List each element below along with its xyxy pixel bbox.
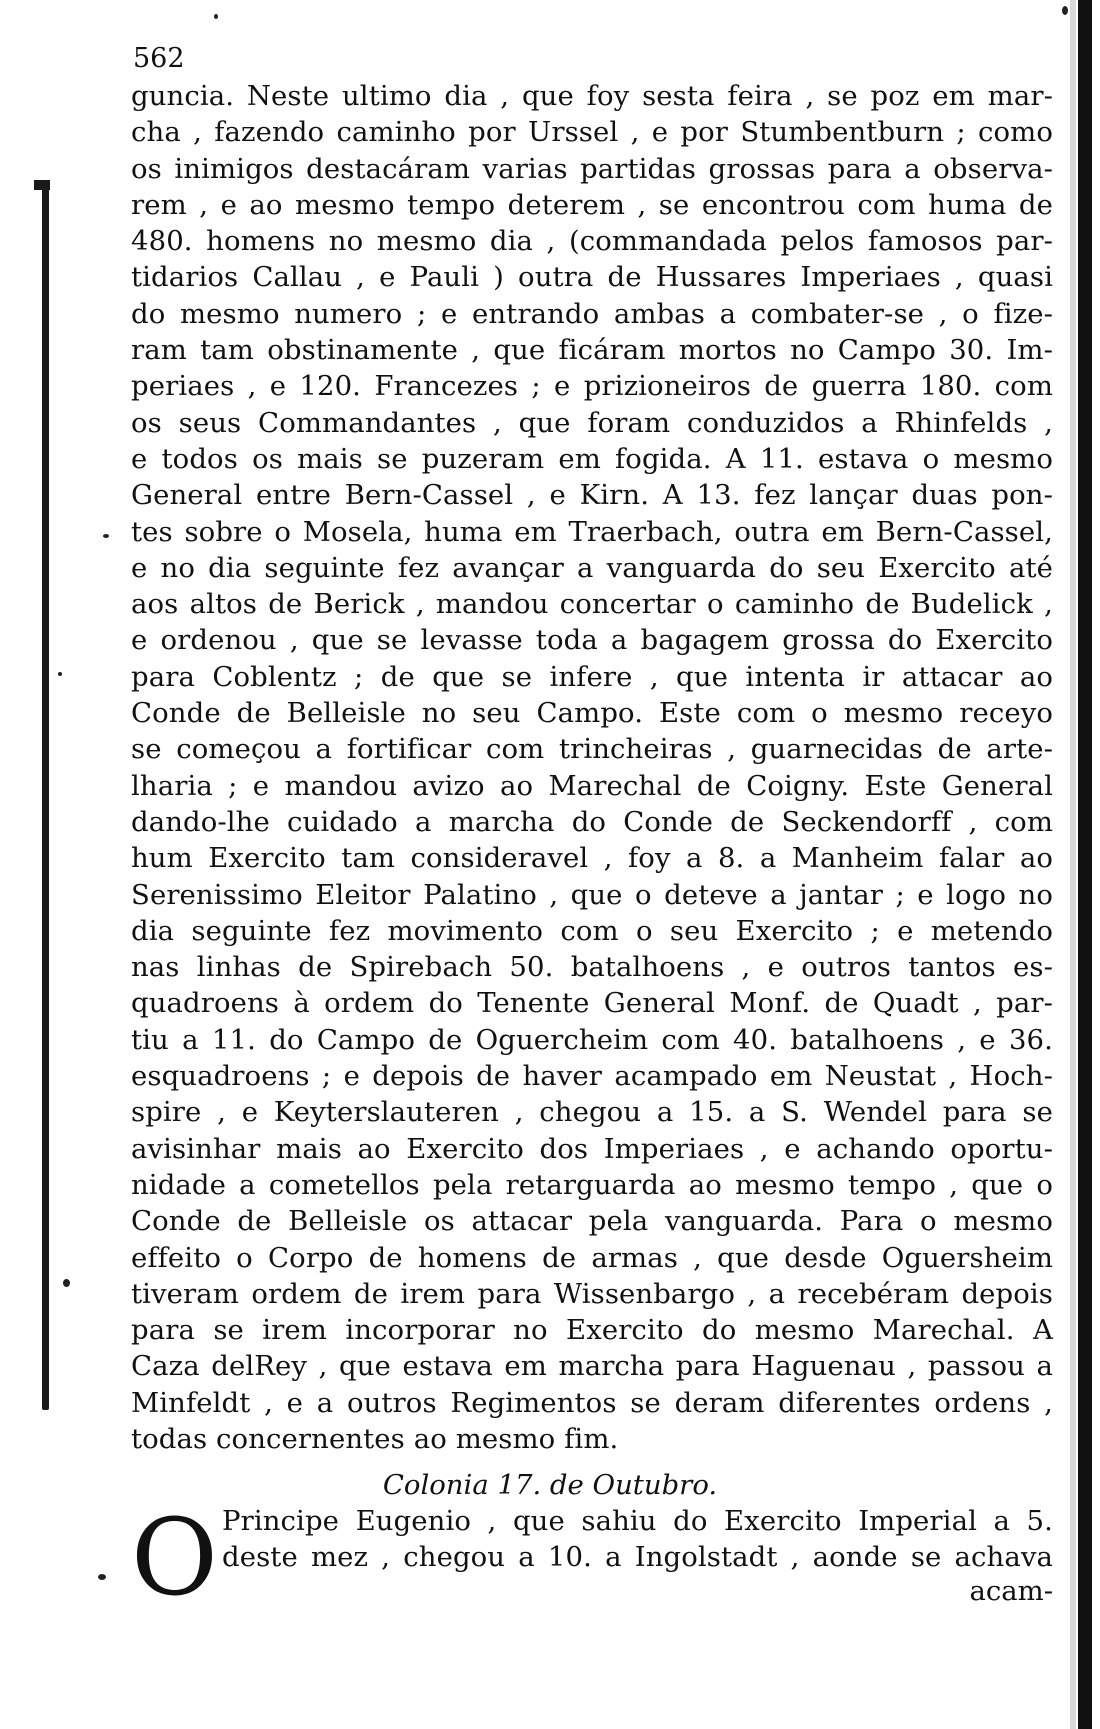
text-line: tidarios Callau , e Pauli ) outra de Hussares Imperiaes , quasi	[131, 261, 1053, 294]
text-line: ram tam obstinamente , que ficáram mortos no Campo 30. Im-	[131, 334, 1053, 367]
text-line: Conde de Belleisle no seu Campo. Este com o mesmo receyo	[131, 697, 1053, 730]
text-line: aos altos de Berick , mandou concertar o caminho de Budelick ,	[131, 588, 1053, 621]
text-line: 480. homens no mesmo dia , (commandada pelos famosos par-	[131, 225, 1053, 258]
text-line: lharia ; e mandou avizo ao Marechal de Coigny. Este General	[131, 769, 1053, 802]
section-heading: Colonia 17. de Outubro.	[382, 1469, 718, 1501]
text-line: Principe Eugenio , que sahiu do Exercito Imperial a 5.	[222, 1505, 1053, 1537]
text-line: Serenissimo Eleitor Palatino , que o deteve a jantar ; e logo no	[131, 878, 1053, 911]
text-line: todas concernentes ao mesmo fim.	[131, 1422, 619, 1455]
scan-speck	[214, 14, 218, 19]
text-line: e ordenou , que se levasse toda a bagagem grossa do Exercito	[131, 624, 1053, 657]
text-line: e no dia seguinte fez avançar a vanguarda do seu Exercito até	[131, 551, 1053, 584]
page-number: 562	[133, 43, 185, 74]
text-line: quadroens à ordem do Tenente General Monf. de Quadt , par-	[131, 987, 1053, 1020]
text-line: periaes , e 120. Francezes ; e prizioneiros de guerra 180. com	[131, 370, 1053, 403]
text-line: dando-lhe cuidado a marcha do Conde de Seckendorff , com	[131, 805, 1053, 838]
text-line: os seus Commandantes , que foram conduzidos a Rhinfelds ,	[131, 406, 1053, 439]
text-line: effeito o Corpo de homens de armas , que desde Oguersheim	[131, 1241, 1053, 1274]
text-line: para se irem incorporar no Exercito do mesmo Marechal. A	[131, 1314, 1053, 1347]
text-line: nas linhas de Spirebach 50. batalhoens , e outros tantos es-	[131, 951, 1053, 984]
scan-speck	[63, 1279, 70, 1287]
text-line: hum Exercito tam consideravel , foy a 8. a Manheim falar ao	[131, 842, 1053, 875]
text-line: deste mez , chegou a 10. a Ingolstadt , aonde se achava	[222, 1541, 1053, 1574]
text-line: Minfeldt , e a outros Regimentos se deram diferentes ordens ,	[131, 1386, 1053, 1419]
text-line: tiveram ordem de irem para Wissenbargo , a recebéram depois	[131, 1277, 1053, 1310]
text-line: do mesmo numero ; e entrando ambas a combater-se , o fize-	[131, 297, 1053, 330]
text-line: para Coblentz ; de que se infere , que intenta ir attacar ao	[131, 660, 1053, 693]
text-line: nidade a cometellos pela retarguarda ao mesmo tempo , que o	[131, 1168, 1053, 1201]
scan-speck	[58, 672, 62, 676]
body-text	[131, 78, 1053, 1457]
text-line: avisinhar mais ao Exercito dos Imperiaes , e achando oportu-	[131, 1132, 1053, 1165]
text-line: rem , e ao mesmo tempo deterem , se encontrou com huma de	[131, 188, 1053, 221]
text-line: cha , fazendo caminho por Urssel , e por Stumbentburn ; como	[131, 116, 1053, 149]
section-text	[222, 1503, 1053, 1576]
catchword: acam-	[969, 1575, 1053, 1607]
margin-rule	[42, 185, 49, 1410]
text-line: e todos os mais se puzeram em fogida. A 11. estava o mesmo	[131, 442, 1053, 475]
text-line: Caza delRey , que estava em marcha para Haguenau , passou a	[131, 1350, 1053, 1383]
scan-speck	[98, 1574, 106, 1580]
text-line: guncia. Neste ultimo dia , que foy sesta feira , se poz em mar-	[131, 80, 1053, 112]
text-line: General entre Bern-Cassel , e Kirn. A 13. fez lançar duas pon-	[131, 479, 1053, 512]
text-line: spire , e Keyterslauteren , chegou a 15. a S. Wendel para se	[131, 1096, 1053, 1129]
scan-speck	[103, 534, 109, 538]
text-line: se começou a fortificar com trincheiras , guarnecidas de arte-	[131, 733, 1053, 766]
scan-speck	[1062, 6, 1068, 15]
text-line: esquadroens ; e depois de haver acampado em Neustat , Hoch-	[131, 1060, 1053, 1093]
text-line: os inimigos destacáram varias partidas grossas para a observa-	[131, 152, 1053, 185]
text-line: tiu a 11. do Campo de Oguercheim com 40. batalhoens , e 36.	[131, 1023, 1053, 1056]
text-line: dia seguinte fez movimento com o seu Exercito ; e metendo	[131, 914, 1053, 947]
drop-cap: O	[131, 1496, 218, 1619]
text-line: tes sobre o Mosela, huma em Traerbach, outra em Bern-Cassel,	[131, 515, 1053, 548]
text-line: Conde de Belleisle os attacar pela vanguarda. Para o mesmo	[131, 1205, 1053, 1238]
